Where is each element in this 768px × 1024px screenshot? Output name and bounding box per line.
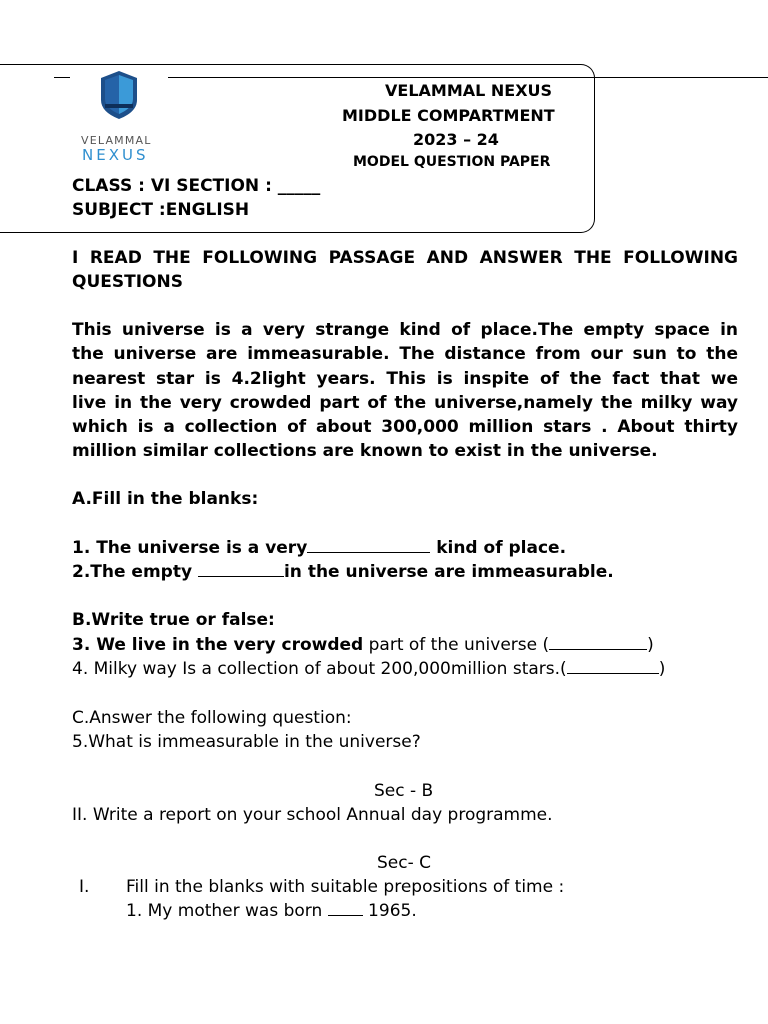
- question-4-blank: [567, 659, 659, 674]
- question-3: [72, 633, 654, 657]
- paper-type: MODEL QUESTION PAPER: [353, 154, 551, 170]
- question-1-suffix: kind of place.: [430, 538, 567, 558]
- question-1-blank: [307, 538, 430, 553]
- section-c-question-1-text: 1. My mother was born: [126, 901, 328, 921]
- section-a-instruction-line1: I READ THE FOLLOWING PASSAGE AND ANSWER THE FOLLOWING: [72, 248, 738, 268]
- question-3-text: part of the universe (: [363, 635, 550, 655]
- section-c-question-1: [126, 899, 417, 923]
- section-c-question-1-blank: [328, 901, 363, 916]
- question-2-text: 2.The empty: [72, 562, 198, 582]
- question-2-suffix: in the universe are immeasurable.: [283, 562, 614, 582]
- question-4: [72, 657, 665, 681]
- question-5: 5.What is immeasurable in the universe?: [72, 732, 421, 752]
- header-rule-left: [54, 77, 70, 78]
- question-2: [72, 560, 614, 584]
- section-b-title: Sec - B: [374, 781, 434, 801]
- passage-line-3: nearest star is 4.2light years. This is inspite of the fact that we: [72, 369, 738, 389]
- header-rule-right: [168, 77, 768, 78]
- question-3-close: ): [647, 635, 654, 655]
- passage-line-6: million similar collections are known to exist in the universe.: [72, 441, 658, 461]
- passage-line-2: the universe are immeasurable. The distance from our sun to the: [72, 344, 738, 364]
- section-b-question: II. Write a report on your school Annual day programme.: [72, 805, 553, 825]
- section-c-numeral: I.: [79, 877, 90, 897]
- question-1: [72, 536, 566, 560]
- question-4-close: ): [658, 659, 666, 679]
- section-a-instruction-line2: QUESTIONS: [72, 272, 183, 292]
- true-false-heading: B.Write true or false:: [72, 610, 275, 630]
- academic-year: 2023 – 24: [413, 130, 499, 149]
- question-3-bold-text: 3. We live in the very crowded: [72, 635, 364, 655]
- passage-line-5: which is a collection of about 300,000 million stars . About thirty: [72, 417, 738, 437]
- shield-logo-icon: [99, 70, 139, 120]
- school-name: VELAMMAL NEXUS: [385, 81, 553, 100]
- question-4-text: 4. Milky way Is a collection of about 200,000million stars.(: [72, 659, 567, 679]
- answer-question-heading: C.Answer the following question:: [72, 708, 352, 728]
- passage-line-4: live in the very crowded part of the universe,namely the milky way: [72, 393, 738, 413]
- section-c-instruction: Fill in the blanks with suitable prepositions of time :: [126, 877, 565, 897]
- compartment-title: MIDDLE COMPARTMENT: [342, 106, 555, 125]
- passage-line-1: This universe is a very strange kind of place.The empty space in: [72, 320, 738, 340]
- subject-line: SUBJECT :ENGLISH: [72, 200, 250, 220]
- section-c-question-1-suffix: 1965.: [362, 901, 417, 921]
- question-3-blank: [549, 635, 647, 650]
- logo-text-nexus: NEXUS: [82, 146, 149, 164]
- logo-text-velammal: VELAMMAL: [81, 134, 152, 147]
- class-section-line: CLASS : VI SECTION : _____: [72, 176, 321, 196]
- fill-blanks-heading: A.Fill in the blanks:: [72, 489, 259, 509]
- question-1-text: 1. The universe is a very: [72, 538, 308, 558]
- section-c-title: Sec- C: [377, 853, 432, 873]
- question-2-blank: [198, 562, 284, 577]
